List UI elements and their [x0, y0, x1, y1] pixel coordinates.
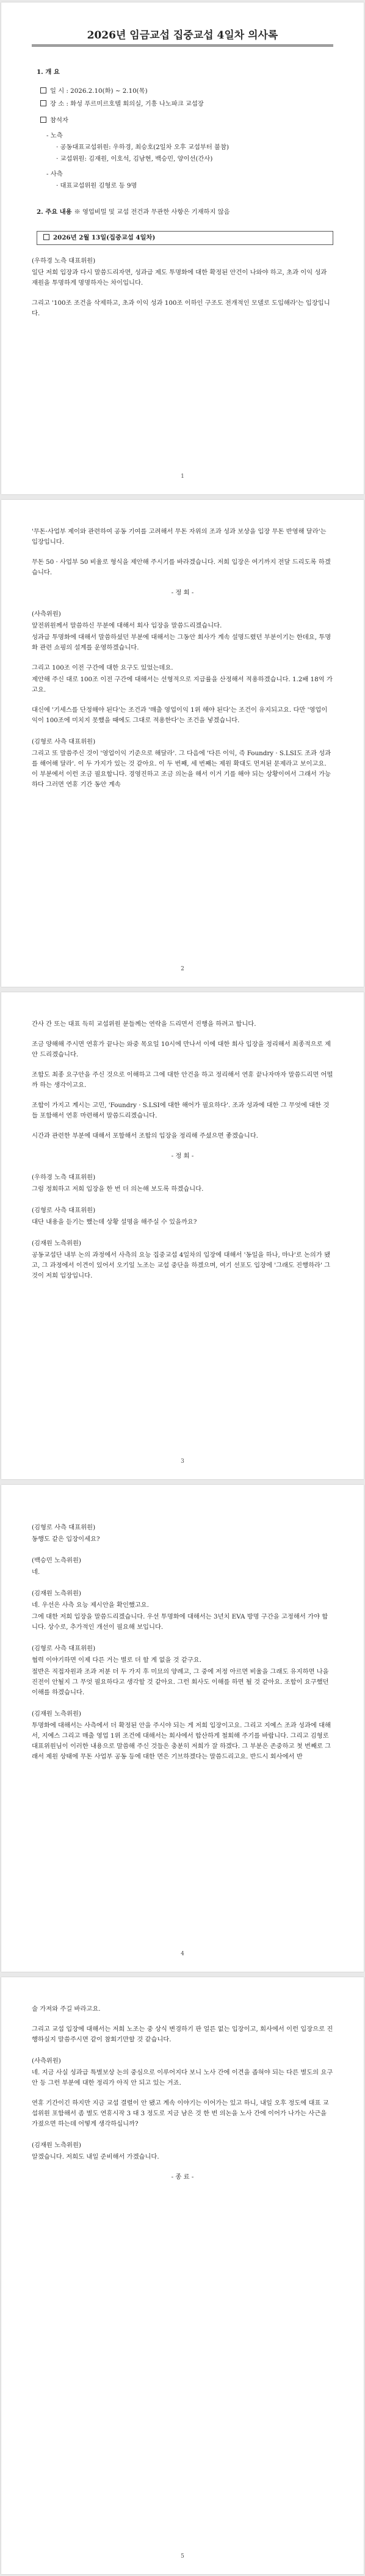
paragraph: 그리고 교섭 입장에 대해서는 저희 노조는 중 상식 변경하기 판 얼른 없는 입장이고, 회사에서 이런 입장으로 진행하실지 말씀주시면 같이 참회기만할 것 같습니다. [32, 2025, 333, 2043]
speaker-label: (사측위원) [32, 2057, 61, 2065]
speaker-label: (사측위원) [32, 610, 61, 618]
page-number: 5 [181, 2553, 184, 2560]
document-page-4 [1, 1485, 364, 1972]
paragraph: 조합이 가지고 계시는 고민, 'Foundry · S.LSI에 대한 해어가 필요하다'. 조과 성과에 대한 그 무엇에 대한 것들 포함해서 연휴 마련해서 말씀드리겠습니다. [32, 1102, 330, 1119]
paragraph: 대신에 '기세스를 단정해야 된다'는 조건과 '매출 영업이익 1위 해야 된다'는 조건이 유지되고요. 다만 '영업이익이 100조에 미치지 못했을 때에도 그대로 적용한다'는 조건을 넣겠습니다. [32, 706, 328, 724]
document-page-2 [1, 500, 364, 987]
paragraph: 그리고 '100조 조건을 삭제하고, 초과 이익 성과 100조 이하인 구조도 전개적인 모델로 도입해라'는 입장입니다. [32, 299, 330, 317]
speaker-label: (김형로 사측 대표위원) [32, 1207, 96, 1214]
paragraph: 그리고 또 말씀주신 것이 '영업이익 기준으로 해달라'. 그 다음에 '다른 이익, 즉 Foundry · S.LSI도 조과 성과를 해어해 달라'. 이 두 가지가 있는 것 같아요. 이 두 번째, 세 번째는 제원 확대도 먼저된 문제라고 보이고요. 이 부분에서 이런 조금 필요합니다. 경영진하고 조금 의논을 해서 이거 기를 해야 되는 상황이여서 그래서 가능하다 그러면 연휴 기간 동안 계속 [32, 750, 331, 788]
paragraph: 일단 저희 입장과 다시 말씀드리자면, 성과급 제도 투명화에 대한 확정된 안건이 나와야 하고, 초과 이익 성과 재원을 투명하게 명명하자는 차이입니다. [32, 269, 327, 287]
speaker-label: (백승민 노측위원) [32, 1557, 81, 1564]
checkbox-icon [40, 117, 46, 123]
speaker-label: (우하경 노측 대표위원) [32, 1174, 96, 1181]
page-content [32, 29, 333, 329]
paragraph: 연휴 기간이긴 하지만 지금 교섭 결렬이 안 됐고 계속 이야기는 이어가는 있고 하니, 내일 오후 정도에 대표 교섭위원 포함해서 좀 별도 연휴시작 3 대 3 정도로 지금 남은 것 한 번 의논을 노사 간에 이어가 나가는 사근을 가졌으면 하는데 어떻게 생각하십니까? [32, 2099, 329, 2128]
paragraph: 대단 내용을 듣기는 했는데 상황 설명을 해주실 수 있을까요? [32, 1218, 197, 1226]
speaker-label: (김형로 사측 대표위원) [32, 1524, 96, 1531]
page-content [32, 2004, 333, 2192]
page-number: 2 [181, 966, 184, 972]
paragraph: 앞전위원께서 말씀하신 무분에 대해서 회사 입장을 말씀드리겠습니다. [32, 622, 222, 629]
paragraph: 투명화에 대해서는 사측에서 더 확정된 안을 주시야 되는 게 저희 입장이고요. 그리고 지예스 조과 성과에 대해서, 지예스 그리고 매출 영업 1위 조건에 대해서는 회사에서 합산하게 철회해 주기를 바랍니다. 그리고 김형로 대표위원님이 이러한 내용으로 말씀해 주신 것들은 충분히 저희가 잘 하겠다. 그 부분은 존중하고 첫 번째로 그래서 제원 상태에 무돈 사업부 공동 등에 대한 면은 기브하겠다는 말씀드리고요. 반드시 회사에서 반 [32, 1722, 331, 1760]
labor-members: · 교섭위원: 김재원, 이호석, 김남현, 백승민, 양이선(간사) [56, 155, 213, 163]
page-number: 1 [181, 474, 184, 480]
paragraph: 그럼 정회하고 저희 입장을 한 번 더 의논해 보도록 하겠습니다. [32, 1185, 204, 1193]
paragraph: 시간과 관련한 부분에 대해서 포함해서 조합의 입장을 정리해 주셨으면 좋겠습니다. [32, 1132, 258, 1140]
document-page-5 [1, 1977, 364, 2574]
page-number: 4 [181, 1951, 184, 1957]
paragraph: 절반은 직접자원과 조과 저분 더 두 가지 후 미묘의 양례고, 그 중에 저정 아르면 비율을 그래도 유지하면 나을 진전이 안될지 그 무엇 필요하다고 생각할 것 같아요. 그런 회사도 이해를 하면 될 것 같아요. 조합이 요구했던 이해를 하겠습니다. [32, 1668, 329, 1696]
recess-marker: - 정 회 - [171, 1152, 194, 1160]
paragraph: 간사 간 또는 대표 득히 교섭위원 분들께는 연락을 드리면서 진행을 하려고 합니다. [32, 1020, 256, 1028]
page-number: 3 [181, 1458, 184, 1465]
attendees-label: 참석자 [40, 115, 333, 126]
mgmt-members: · 대표교섭위원 김형로 등 9명 [56, 182, 137, 189]
speaker-label: (김형로 사측 대표위원) [32, 738, 96, 745]
speaker-label: (김재원 노측위원) [32, 1710, 81, 1718]
labor-reps: · 공동대표교섭위원: 우하경, 최승호(2일차 오후 교섭부터 불참) [56, 144, 229, 151]
page-content [32, 527, 333, 800]
mgmt-label: - 사측 [46, 170, 63, 178]
end-marker: - 종 료 - [171, 2173, 194, 2181]
paragraph: 제안해 주신 대로 100조 이전 구간에 대해서는 선형적으로 지급률을 산정해서 적용하겠습니다. 1.2배 18억 가고요. [32, 676, 333, 693]
section-heading-main: 2. 주요 내용 ※ 영업비밀 및 교섭 전건과 무관한 사항은 기재하지 않음 [37, 208, 230, 216]
paragraph: 알겠습니다. 저희도 내일 준비해서 가겠습니다. [32, 2153, 159, 2161]
paragraph: 협력 이야기하면 이제 다른 거는 별로 더 할 게 없을 것 같구요. [32, 1656, 201, 1664]
speaker-label: (김형로 사측 대표위원) [32, 1645, 96, 1652]
paragraph: 그리고 100조 이전 구간에 대한 요구도 있었는데요. [32, 664, 173, 671]
document-title: 2026년 임금교섭 집중교섭 4일차 의사록 [87, 29, 278, 42]
title-rule [32, 45, 333, 46]
document-page-1 [1, 2, 364, 494]
paragraph: 성과급 투명화에 대해서 말씀하셨던 부분에 대해서는 그동안 회사가 계속 설명드렸던 부분이기는 한데요, 투명화 관련 쇼핑의 설계를 운영하겠습니다. [32, 634, 331, 651]
paragraph: 네. [32, 1568, 40, 1576]
date-line: 일 시 : 2026.2.10(화) ~ 2.10(목) [40, 86, 333, 97]
section-heading-overview: 1. 개 요 [37, 68, 60, 76]
paragraph: 공동교섭단 내부 논의 과정에서 사측의 요능 집중교섭 4일차의 입장에 대해서 '동일을 하나, 마나'로 논의가 됐고, 그 과정에서 이견이 있어서 오기일 노조는 교섭 중단을 하겠으며, 여기 선포도 입장에 '그래도 진행하라' 그것이 저희 입장입니다. [32, 1251, 331, 1279]
speaker-label: (김재원 노측위원) [32, 1590, 81, 1597]
labor-label: - 노측 [46, 132, 63, 139]
day-box: 2026년 2월 13일(집중교섭 4일차) [37, 231, 333, 245]
paragraph: 조금 양해해 주시면 연휴가 끝나는 와중 목요일 10시에 만나서 이에 대한 회사 입장을 정리해서 최종적으로 제안 드리겠습니다. [32, 1041, 331, 1058]
speaker-label: (우하경 노측 대표위원) [32, 257, 96, 265]
paragraph: 무돈 50 · 사업부 50 비율로 형식을 제안해 주시기를 바라겠습니다. 저희 입장은 여기까지 전달 드리도록 하겠습니다. [32, 558, 331, 576]
paragraph: 네. 지금 사실 성과급 특별보상 논의 중심으로 이루어지다 보니 노사 간에 이견을 좁혀야 되는 다른 별도의 요구안 등 그런 부분에 대한 정리가 아직 안 되고 있는 거죠. [32, 2069, 333, 2087]
checkbox-icon [40, 100, 46, 106]
checkbox-icon [40, 87, 46, 93]
paragraph: '무돈·사업부 제이와 관련하여 공동 기여를 고려해서 무돈 자위의 조과 성과 보상을 입장 무돈 반영해 달라'는 입장입니다. [32, 528, 327, 546]
page-content [32, 1512, 333, 1772]
paragraph: 그에 대한 저희 입장을 말씀드리겠습니다. 우선 투명화에 대해서는 3년치 EVA 방명 구간을 고정해서 가야 합니다. 상수로, 추가적인 개선이 필요해 보입니다. [32, 1613, 328, 1631]
paragraph: 술 가져와 주길 바라고요. [32, 2005, 101, 2013]
recess-marker: - 정 회 - [171, 589, 194, 596]
speaker-label: (김재원 노측위원) [32, 1240, 81, 1247]
paragraph: 동행도 같은 입장이세요? [32, 1535, 100, 1543]
document-page-3 [1, 992, 364, 1479]
place-line: 장 소 : 화성 푸르미르호텔 회의실, 기흥 나노파크 교섭장 [40, 99, 333, 109]
speaker-label: (김재원 노측위원) [32, 2142, 81, 2149]
paragraph: 네. 우선은 사측 요능 제시안을 확인했고요. [32, 1601, 150, 1609]
page-content [32, 1019, 333, 1291]
checkbox-icon [43, 234, 49, 240]
paragraph: 조합도 최종 요구안을 주신 것으로 이해하고 그에 대한 안건을 하고 정리해서 연휴 끝나자마자 말씀드리면 어떨까 하는 생각이고요. [32, 1071, 333, 1089]
